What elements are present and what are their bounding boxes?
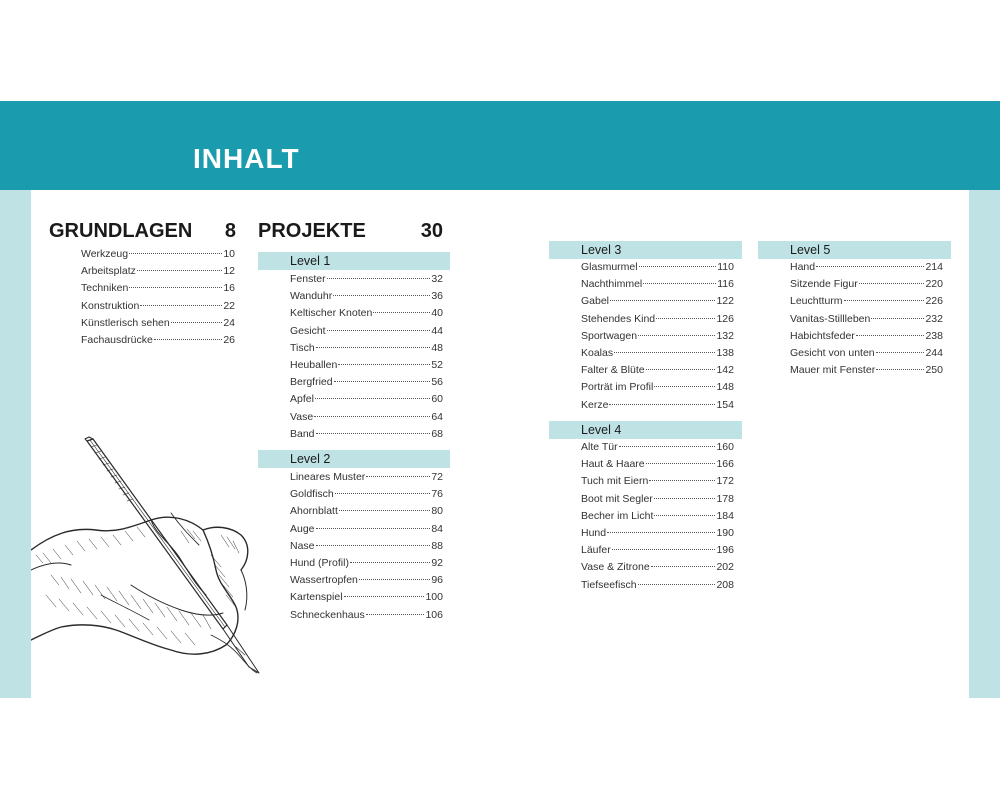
toc-entry	[581, 525, 734, 542]
toc-entry-title: Porträt im Profil	[581, 381, 654, 394]
toc-entry-page: 154	[716, 398, 734, 411]
toc-entry	[581, 542, 734, 559]
toc-entry	[290, 538, 443, 555]
toc-entry-page: 196	[716, 544, 734, 557]
toc-entry-page: 96	[431, 574, 443, 587]
toc-entry	[581, 328, 734, 345]
page-title: INHALT	[193, 143, 300, 174]
grundlagen-label: GRUNDLAGEN	[49, 220, 193, 242]
toc-entry	[581, 362, 734, 379]
toc-entry	[581, 345, 734, 362]
toc-entry-page: 110	[717, 261, 734, 273]
toc-entry	[81, 263, 235, 280]
level-1-bar	[258, 252, 450, 270]
level-3-bar	[549, 241, 742, 259]
dot-leader	[335, 493, 431, 494]
grundlagen-list	[81, 246, 235, 349]
level-2-label: Level 2	[290, 452, 331, 466]
dot-leader	[339, 510, 430, 511]
toc-entry-page: 202	[716, 561, 734, 574]
toc-entry-title: Alte Tür	[581, 441, 618, 453]
level-4-bar	[549, 421, 742, 439]
toc-entry-page: 106	[425, 608, 443, 621]
toc-entry-page: 172	[716, 475, 734, 488]
toc-entry-page: 116	[717, 278, 734, 291]
toc-entry-title: Haut & Haare	[581, 458, 645, 471]
toc-entry-page: 44	[431, 324, 443, 337]
toc-entry-title: Gabel	[581, 295, 610, 308]
toc-entry	[790, 259, 943, 276]
dot-leader	[316, 545, 431, 546]
toc-entry-title: Hund (Profil)	[290, 556, 349, 569]
toc-entry-title: Sportwagen	[581, 329, 638, 342]
toc-entry	[790, 362, 943, 379]
toc-entry-title: Goldfisch	[290, 488, 334, 501]
dot-leader	[171, 322, 223, 323]
dot-leader	[373, 312, 430, 313]
toc-entry-title: Ahornblatt	[290, 505, 338, 518]
toc-entry-title: Arbeitsplatz	[81, 265, 136, 278]
level-5-bar	[758, 241, 951, 259]
toc-entry-page: 76	[431, 488, 443, 501]
dot-leader	[638, 335, 715, 336]
toc-entry-page: 12	[223, 265, 235, 278]
toc-entry-title: Bergfried	[290, 376, 333, 389]
toc-entry-title: Vanitas-Stillleben	[790, 312, 871, 325]
level-4-list	[581, 439, 734, 594]
toc-entry-page: 126	[716, 312, 734, 325]
toc-entry-page: 40	[431, 307, 443, 320]
toc-entry	[290, 271, 443, 288]
toc-entry	[790, 328, 943, 345]
toc-entry	[81, 246, 235, 263]
toc-entry-title: Boot mit Segler	[581, 492, 653, 505]
toc-entry-page: 92	[431, 556, 443, 569]
toc-entry-page: 178	[716, 492, 734, 505]
level-3-label: Level 3	[581, 243, 622, 257]
dot-leader	[610, 300, 715, 301]
dot-leader	[619, 446, 716, 447]
toc-entry-title: Leuchtturm	[790, 295, 843, 308]
toc-entry	[581, 491, 734, 508]
projekte-heading	[258, 219, 443, 243]
toc-entry-page: 52	[431, 358, 443, 371]
toc-entry-page: 10	[223, 248, 235, 260]
toc-entry	[581, 276, 734, 293]
toc-entry-title: Vase	[290, 410, 314, 423]
toc-entry-title: Kartenspiel	[290, 591, 343, 604]
toc-entry-title: Tisch	[290, 341, 315, 354]
toc-entry-page: 166	[716, 458, 734, 471]
toc-entry-page: 32	[431, 273, 443, 285]
toc-entry	[290, 486, 443, 503]
toc-entry	[790, 345, 943, 362]
dot-leader	[327, 330, 431, 331]
grundlagen-page: 8	[224, 220, 236, 242]
dot-leader	[333, 295, 430, 296]
dot-leader	[876, 369, 924, 370]
dot-leader	[338, 364, 430, 365]
toc-entry	[290, 521, 443, 538]
toc-entry-page: 84	[431, 522, 443, 535]
toc-entry-title: Falter & Blüte	[581, 364, 645, 377]
toc-entry	[581, 508, 734, 525]
toc-entry-page: 138	[716, 346, 734, 359]
toc-entry	[81, 280, 235, 297]
toc-entry-title: Koalas	[581, 346, 614, 359]
dot-leader	[638, 584, 716, 585]
dot-leader	[129, 287, 222, 288]
dot-leader	[649, 480, 715, 481]
toc-entry-title: Kerze	[581, 398, 609, 411]
toc-entry-title: Konstruktion	[81, 299, 140, 312]
toc-entry-page: 232	[925, 312, 943, 325]
dot-leader	[656, 318, 715, 319]
toc-entry	[581, 397, 734, 414]
toc-entry-page: 56	[431, 376, 443, 389]
toc-entry-page: 220	[925, 278, 943, 291]
toc-entry	[581, 559, 734, 576]
toc-entry-page: 22	[223, 299, 235, 312]
toc-entry-page: 238	[925, 329, 943, 342]
toc-entry	[81, 332, 235, 349]
toc-entry	[790, 311, 943, 328]
level-2-list	[290, 469, 443, 624]
toc-entry-title: Läufer	[581, 544, 611, 557]
toc-entry-title: Fenster	[290, 273, 326, 285]
toc-entry-title: Schneckenhaus	[290, 608, 365, 621]
projekte-label: PROJEKTE	[258, 220, 366, 242]
dot-leader	[654, 386, 715, 387]
dot-leader	[314, 416, 430, 417]
toc-entry-title: Techniken	[81, 282, 129, 295]
toc-entry-page: 148	[716, 381, 734, 394]
hand-drawing-illustration	[31, 435, 266, 680]
toc-entry-title: Wanduhr	[290, 290, 333, 303]
toc-entry-title: Nachthimmel	[581, 278, 643, 291]
dot-leader	[316, 347, 431, 348]
toc-entry-title: Hand	[790, 261, 816, 273]
toc-entry	[290, 391, 443, 408]
level-3-list	[581, 259, 734, 414]
toc-entry-page: 226	[925, 295, 943, 308]
right-side-band	[969, 190, 1000, 698]
dot-leader	[856, 335, 925, 336]
toc-entry	[290, 469, 443, 486]
toc-entry	[290, 305, 443, 322]
dot-leader	[366, 614, 425, 615]
level-5-label: Level 5	[790, 243, 831, 257]
toc-entry	[581, 379, 734, 396]
level-1-label: Level 1	[290, 254, 331, 268]
toc-entry-page: 24	[223, 316, 235, 329]
toc-entry-title: Vase & Zitrone	[581, 561, 650, 574]
toc-entry	[581, 293, 734, 310]
level-5-list	[790, 259, 943, 379]
toc-entry	[290, 589, 443, 606]
toc-entry	[790, 293, 943, 310]
header-band	[0, 101, 1000, 190]
level-1-list	[290, 271, 443, 443]
toc-entry-title: Nase	[290, 539, 315, 552]
dot-leader	[316, 528, 431, 529]
toc-entry-page: 68	[431, 427, 443, 440]
toc-entry	[581, 577, 734, 594]
dot-leader	[646, 369, 716, 370]
toc-entry	[290, 409, 443, 426]
toc-entry-title: Tuch mit Eiern	[581, 475, 649, 488]
dot-leader	[654, 498, 716, 499]
toc-entry-title: Hund	[581, 526, 607, 539]
toc-entry-page: 122	[716, 295, 734, 308]
toc-entry	[581, 259, 734, 276]
dot-leader	[607, 532, 715, 533]
toc-entry-page: 60	[431, 393, 443, 406]
toc-entry	[290, 340, 443, 357]
toc-entry-page: 190	[716, 526, 734, 539]
toc-entry-title: Werkzeug	[81, 248, 129, 260]
dot-leader	[654, 515, 715, 516]
grundlagen-heading	[49, 219, 236, 243]
dot-leader	[646, 463, 716, 464]
dot-leader	[129, 253, 222, 254]
toc-entry-page: 26	[223, 333, 235, 346]
toc-entry	[581, 473, 734, 490]
toc-entry-title: Becher im Licht	[581, 509, 654, 522]
toc-entry-title: Keltischer Knoten	[290, 307, 373, 320]
dot-leader	[844, 300, 925, 301]
dot-leader	[137, 270, 222, 271]
dot-leader	[140, 305, 222, 306]
toc-entry-page: 132	[716, 329, 734, 342]
toc-entry-page: 208	[716, 578, 734, 591]
toc-entry	[290, 426, 443, 443]
dot-leader	[334, 381, 431, 382]
toc-entry-page: 48	[431, 341, 443, 354]
toc-entry-page: 244	[925, 346, 943, 359]
toc-entry-title: Band	[290, 427, 315, 440]
toc-entry	[290, 503, 443, 520]
toc-entry	[290, 572, 443, 589]
toc-entry	[290, 607, 443, 624]
level-4-label: Level 4	[581, 423, 622, 437]
toc-entry-page: 142	[716, 364, 734, 377]
toc-entry-page: 250	[925, 364, 943, 377]
toc-entry-title: Stehendes Kind	[581, 312, 656, 325]
dot-leader	[359, 579, 430, 580]
dot-leader	[315, 398, 430, 399]
dot-leader	[871, 318, 924, 319]
toc-entry-page: 100	[425, 591, 443, 604]
toc-entry	[290, 357, 443, 374]
toc-entry	[290, 555, 443, 572]
dot-leader	[651, 566, 716, 567]
dot-leader	[643, 283, 716, 284]
toc-entry	[81, 298, 235, 315]
toc-entry-title: Lineares Muster	[290, 471, 366, 483]
toc-entry	[790, 276, 943, 293]
toc-entry-title: Gesicht	[290, 324, 326, 337]
toc-entry-title: Habichtsfeder	[790, 329, 855, 342]
toc-entry-title: Apfel	[290, 393, 314, 406]
left-side-band	[0, 190, 31, 698]
toc-entry-page: 184	[716, 509, 734, 522]
toc-entry-title: Wassertropfen	[290, 574, 358, 587]
toc-entry	[581, 439, 734, 456]
toc-entry-page: 16	[223, 282, 235, 295]
dot-leader	[350, 562, 430, 563]
toc-entry-title: Fachausdrücke	[81, 333, 153, 346]
dot-leader	[316, 433, 431, 434]
toc-entry-page: 72	[431, 471, 443, 483]
toc-entry-title: Glasmurmel	[581, 261, 638, 273]
toc-entry-title: Gesicht von unten	[790, 346, 875, 359]
dot-leader	[609, 404, 715, 405]
dot-leader	[816, 266, 924, 267]
toc-entry-title: Heuballen	[290, 358, 338, 371]
dot-leader	[859, 283, 925, 284]
dot-leader	[327, 278, 431, 279]
toc-entry-title: Mauer mit Fenster	[790, 364, 876, 377]
toc-entry	[290, 288, 443, 305]
toc-entry	[290, 374, 443, 391]
dot-leader	[612, 549, 716, 550]
dot-leader	[366, 476, 430, 477]
dot-leader	[639, 266, 717, 267]
toc-entry	[581, 311, 734, 328]
toc-entry-page: 88	[431, 539, 443, 552]
toc-entry-page: 214	[925, 261, 943, 273]
toc-entry-title: Auge	[290, 522, 315, 535]
dot-leader	[344, 596, 425, 597]
toc-entry-title: Sitzende Figur	[790, 278, 858, 291]
toc-entry-title: Tiefseefisch	[581, 578, 637, 591]
toc-entry-page: 160	[716, 441, 734, 453]
toc-entry-page: 64	[431, 410, 443, 423]
toc-entry-page: 80	[431, 505, 443, 518]
projekte-page: 30	[420, 220, 443, 242]
toc-entry	[581, 456, 734, 473]
level-2-bar	[258, 450, 450, 468]
toc-entry	[81, 315, 235, 332]
dot-leader	[154, 339, 223, 340]
toc-entry-page: 36	[431, 290, 443, 303]
toc-entry	[290, 323, 443, 340]
dot-leader	[614, 352, 715, 353]
dot-leader	[876, 352, 925, 353]
toc-entry-title: Künstlerisch sehen	[81, 316, 170, 329]
